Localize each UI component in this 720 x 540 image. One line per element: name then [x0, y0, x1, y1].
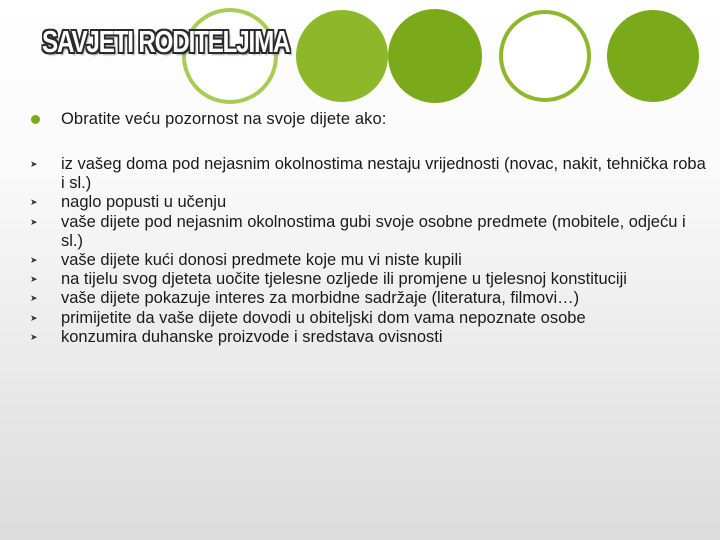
- arrow-right-icon: ➤: [30, 256, 38, 267]
- decor-circle-3: [388, 9, 482, 103]
- list-item-text: iz vašeg doma pod nejasnim okolnostima nestaju vrijednosti (novac, nakit, tehnička roba i sl.): [61, 155, 706, 193]
- arrow-right-icon: ➤: [30, 217, 38, 228]
- decor-circle-2: [296, 10, 388, 102]
- list-item: [28, 289, 708, 308]
- list-item-text: vaše dijete kući donosi predmete koje mu vi niste kupili: [61, 251, 462, 270]
- list-item-text: na tijelu svog djeteta uočite tjelesne ozljede ili promjene u tjelesnoj konstituciji: [61, 270, 627, 289]
- list-item: [28, 309, 708, 328]
- list-item-text: vaše dijete pokazuje interes za morbidne sadržaje (literatura, filmovi…): [61, 289, 580, 308]
- arrow-right-icon: ➤: [30, 294, 38, 305]
- list-item-text: naglo popusti u učenju: [61, 193, 227, 212]
- list-item: [28, 213, 708, 251]
- list-item: [28, 251, 708, 270]
- arrow-right-icon: ➤: [30, 160, 38, 170]
- intro-line: [28, 110, 708, 129]
- list-item-text: konzumira duhanske proizvode i sredstava ovisnosti: [61, 327, 443, 346]
- list-item: [28, 155, 708, 193]
- list-item: [28, 193, 708, 212]
- list-item: [28, 328, 708, 347]
- arrow-right-icon: ➤: [30, 198, 38, 209]
- arrow-right-icon: ➤: [30, 313, 38, 324]
- arrow-right-icon: ➤: [30, 275, 38, 286]
- intro-text: Obratite veću pozornost na svoje dijete ako:: [61, 110, 387, 128]
- dot-icon: [31, 115, 40, 124]
- decor-circle-5: [607, 10, 699, 102]
- slide-title: SAVJETI RODITELJIMA: [42, 24, 290, 59]
- warning-list: [28, 155, 708, 347]
- decor-circle-4: [501, 12, 589, 100]
- list-item-text: vaše dijete pod nejasnim okolnostima gubi svoje osobne predmete (mobitele, odjeću i sl.): [61, 212, 686, 250]
- list-item: [28, 270, 708, 289]
- arrow-right-icon: ➤: [30, 332, 38, 343]
- list-item-text: primijetite da vaše dijete dovodi u obiteljski dom vama nepoznate osobe: [61, 308, 586, 327]
